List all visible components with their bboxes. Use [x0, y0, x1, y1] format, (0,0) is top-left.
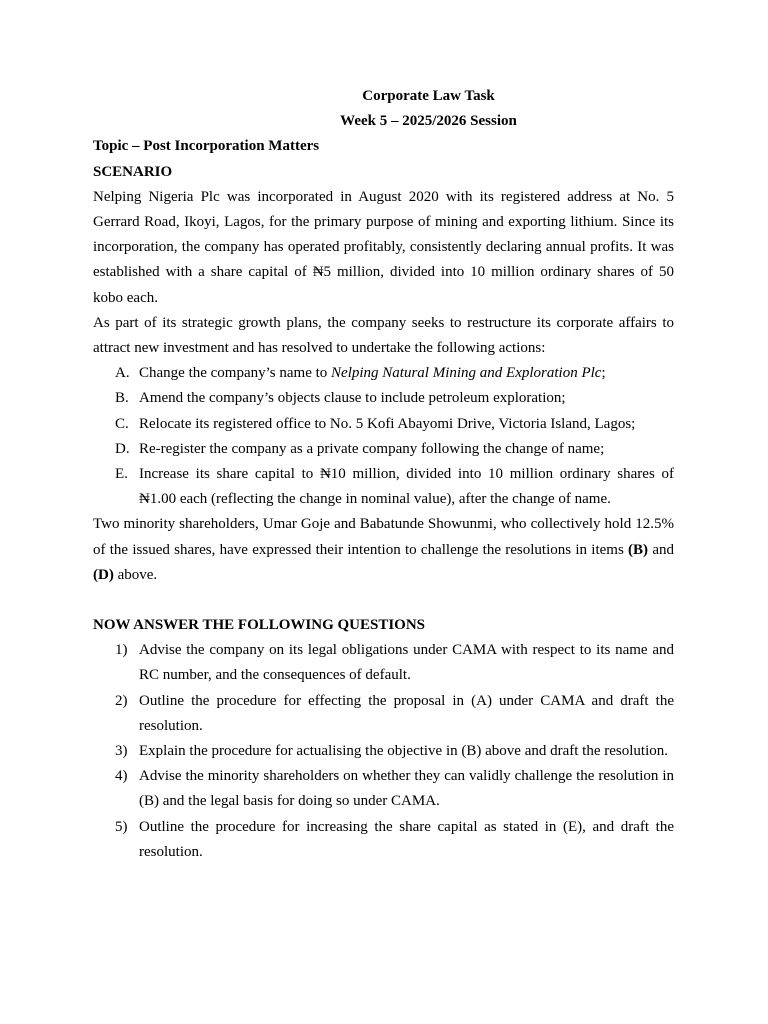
list-item-text: Advise the minority shareholders on whether they can validly challenge the resolution in (B) and the legal basis for doing so under CAMA.	[139, 768, 674, 810]
list-item-text: Increase its share capital to ₦10 million, divided into 10 million ordinary shares of ₦1.00 each (reflecting the change in nominal value), after the change of name.	[139, 466, 674, 508]
questions-heading: NOW ANSWER THE FOLLOWING QUESTIONS	[93, 617, 426, 634]
paragraph-text: and	[648, 541, 674, 558]
item-d-reference: (D)	[93, 566, 114, 583]
list-marker: 1)	[115, 642, 128, 659]
topic-line: Topic – Post Incorporation Matters	[93, 138, 320, 155]
list-item-text: Change the company’s name to	[139, 365, 332, 382]
scenario-heading: SCENARIO	[93, 163, 173, 180]
scenario-paragraph-2: As part of its strategic growth plans, the company seeks to restructure its corporate affairs to attract new investment and has resolved to undertake the following actions:	[93, 314, 674, 357]
item-b-reference: (B)	[628, 541, 649, 558]
list-item-text: Outline the procedure for increasing the share capital as stated in (E), and draft the resolution.	[139, 818, 674, 860]
list-item-italic: Nelping Natural Mining and Exploration Plc	[331, 365, 602, 382]
list-item-text: Amend the company’s objects clause to include petroleum exploration;	[139, 390, 566, 407]
list-item-text: Relocate its registered office to No. 5 Kofi Abayomi Drive, Victoria Island, Lagos;	[139, 415, 636, 432]
list-item	[93, 412, 674, 437]
list-marker: A.	[115, 365, 130, 382]
list-marker: D.	[115, 440, 130, 457]
list-marker: E.	[115, 466, 128, 483]
list-marker: B.	[115, 390, 129, 407]
list-marker: 4)	[115, 768, 128, 785]
list-item-text: Advise the company on its legal obligations under CAMA with respect to its name and RC number, and the consequences of default.	[139, 642, 674, 684]
paragraph-text: above.	[113, 566, 158, 583]
list-item-text-after: ;	[601, 365, 606, 382]
scenario-paragraph-3	[93, 512, 674, 588]
list-item	[93, 689, 674, 739]
spacer	[93, 588, 674, 613]
list-item	[93, 638, 674, 688]
list-item	[93, 462, 674, 512]
session-line: Week 5 – 2025/2026 Session	[340, 113, 517, 130]
list-item	[93, 815, 674, 865]
actions-list	[93, 361, 674, 512]
list-item	[93, 386, 674, 411]
list-item	[93, 361, 674, 386]
document-page	[93, 84, 674, 865]
document-title: Corporate Law Task	[362, 88, 495, 104]
list-item	[93, 739, 674, 764]
list-item-text: Re-register the company as a private company following the change of name;	[139, 440, 605, 457]
paragraph-text: Two minority shareholders, Umar Goje and Babatunde Showunmi, who collectively hold 12.5% of the issued shares, have expressed their intention to challenge the resolutions in items	[93, 516, 674, 558]
list-item-text: Outline the procedure for effecting the proposal in (A) under CAMA and draft the resolution.	[139, 692, 674, 734]
list-marker: C.	[115, 415, 129, 432]
list-marker: 3)	[115, 743, 128, 760]
questions-list	[93, 638, 674, 865]
list-marker: 5)	[115, 818, 128, 835]
list-item	[93, 764, 674, 814]
list-item-text: Explain the procedure for actualising the objective in (B) above and draft the resolution.	[139, 743, 668, 760]
list-marker: 2)	[115, 692, 128, 709]
scenario-paragraph-1: Nelping Nigeria Plc was incorporated in August 2020 with its registered address at No. 5 Gerrard Road, Ikoyi, Lagos, for the primary purpose of mining and exporting lithium. Since its incorporation, the company has operated profitably, consistently declaring annual profits. It was established with a share capital of ₦5 million, divided into 10 million ordinary shares of 50 kobo each.	[93, 188, 674, 306]
list-item	[93, 437, 674, 462]
